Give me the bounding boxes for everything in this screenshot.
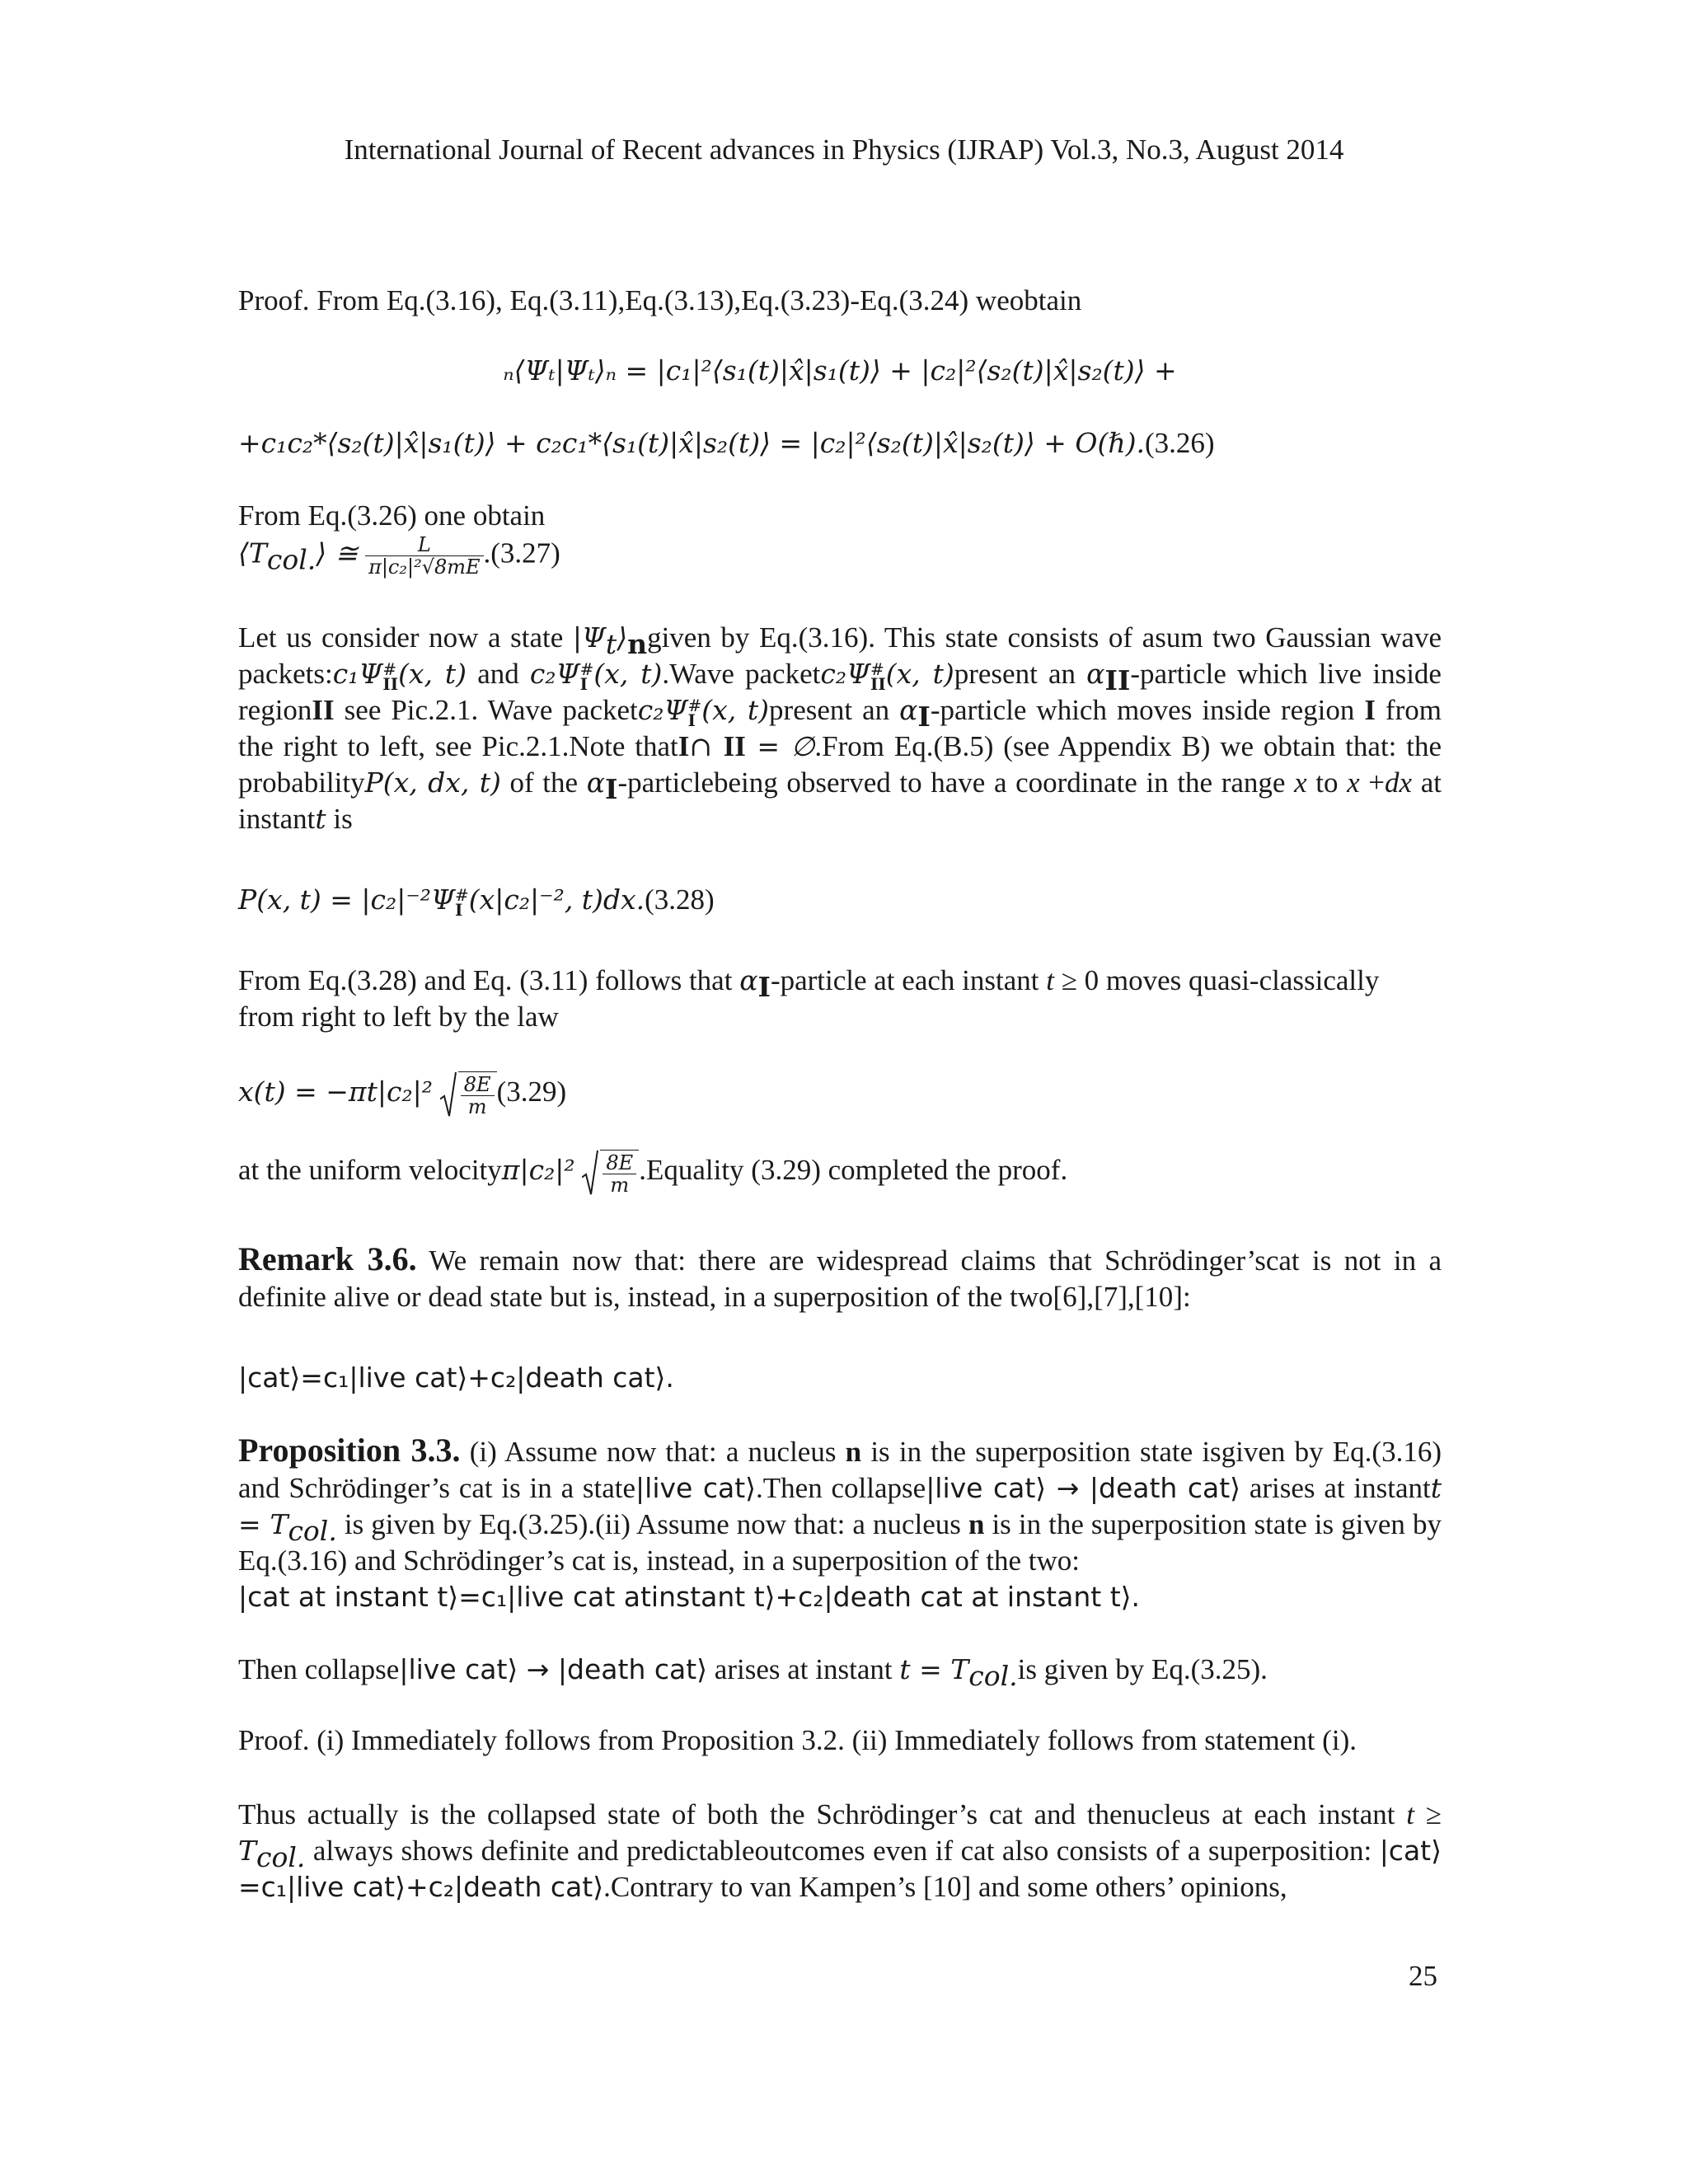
para1-segment: |Ψ: [572, 621, 606, 654]
para1-segment: t: [315, 803, 326, 835]
para1-segment: I: [917, 701, 931, 733]
para1-segment: -particle which live inside region: [238, 658, 1442, 726]
para1-segment: x: [1294, 766, 1307, 799]
para1-segment: present an: [769, 694, 900, 726]
fraction-3-27: $\frac{L}{\text{π|c₂|²√8mE}}$: [365, 534, 483, 578]
from-326-text: From Eq.(3.26) one obtain: [238, 499, 546, 532]
then-collapse-line: Then collapse|live cat⟩ → |death cat⟩ arises at instant $t = T_{col.}is$ given by Eq.(3.25).: [238, 1653, 1268, 1692]
uniform-velocity-line: at the uniform velocityπ|c₂|² $\frac{8E}{m}$ .Equality (3.29) completed the proof.: [238, 1151, 1068, 1197]
para1-segment: P(x, dx, t): [364, 766, 501, 799]
para1-segment: (x, t): [885, 658, 954, 690]
journal-header: International Journal of Recent advances in Physics (IJRAP) Vol.3, No.3, August 2014: [344, 134, 1344, 166]
para1-segment: α: [586, 766, 605, 799]
equation-3-26-line1: ₙ⟨Ψₜ|Ψₜ⟩ₙ = |c₁|²⟨s₁(t)|x̂|s₁(t)⟩ + |c₂|²⟨s₂(t)|x̂|s₂(t)⟩ +: [503, 354, 1177, 387]
para1-segment: -particlebeing observed to have a coordinate in the range: [617, 766, 1295, 799]
para1-segment: I: [1364, 694, 1376, 726]
para1-segment: .Wave packet: [662, 658, 821, 690]
equation-3-27: $⟨T_{col.}⟩$ ≅ $\frac{L}{\text{π|c₂|²√8mE}}$ .(3.27): [238, 533, 560, 579]
para1-segment: from the right to left, see Pic.2.1.Note that: [238, 694, 1442, 762]
para1-segment: I: [605, 773, 618, 805]
para1-segment: at instant: [238, 766, 1442, 835]
para1-segment: x: [1347, 766, 1360, 799]
para1-segment: II: [1104, 664, 1131, 696]
para1-segment: .From Eq.(B.5) (see Appendix B) we obtain that: the probability: [238, 730, 1442, 799]
cat-instant-equation: |cat at instant t⟩=c₁|live cat atinstant t⟩+c₂|death cat at instant t⟩.: [238, 1581, 1140, 1613]
para1-segment: (x, t): [593, 658, 663, 690]
sqrt-8e-over-m: $\frac{8E}{m}$: [440, 1071, 497, 1118]
para1-segment: (x, t): [398, 658, 467, 690]
paragraph-state-consideration: [238, 620, 1442, 837]
equation-3-28: P(x, t) = |c₂|⁻²Ψ # I (x|c₂|⁻², t)dx.(3.28): [238, 883, 715, 920]
proposition-3-3: Proposition 3.3. (i) Assume now that: a nucleus n is in the superposition state isgiven by Eq.(3.16) and Schrödinger’s cat is in a state|live cat⟩.Then collapse|live cat⟩ → |death cat⟩ arises at instantt = $T_{col.}$ is given by Eq.(3.25).(ii) Assume now that: a nucleus n is in the superposition state is given by Eq.(3.16) and Schrödinger’s cat is, instead, in a superposition of the two:: [238, 1432, 1442, 1577]
para1-segment: given by Eq.(3.16). This state consists of asum two Gaussian wave packets:: [238, 621, 1442, 690]
para1-segment: present an: [954, 658, 1087, 690]
para1-segment: ∩: [689, 730, 724, 762]
para1-segment: c₁Ψ: [332, 658, 383, 690]
para1-segment: c₂Ψ: [529, 658, 580, 690]
para1-segment: ⟩: [617, 621, 628, 654]
para1-segment: and: [467, 658, 530, 690]
page-number: 25: [1409, 1960, 1437, 1992]
paragraph-conclusion: Thus actually is the collapsed state of both the Schrödinger’s cat and thenucleus at each instant $t \ge T_{col.}$ always shows definite and predictableoutcomes even if cat also consists of a superposition: |cat⟩=c₁|live cat⟩+c₂|death cat⟩.Contrary to van Kampen’s [10] and some others’ opinions,: [238, 1798, 1442, 1903]
para1-segment: # II: [382, 658, 399, 694]
para1-segment: of the: [500, 766, 587, 799]
equation-3-26-line2: +c₁c₂*⟨s₂(t)|x̂|s₁(t)⟩ + c₂c₁*⟨s₁(t)|x̂|s₂(t)⟩ = |c₂|²⟨s₂(t)|x̂|s₂(t)⟩ + O(ℏ).(3.26): [238, 427, 1215, 459]
para1-segment: = ∅: [745, 730, 815, 762]
para1-segment: see Pic.2.1. Wave packet: [334, 694, 638, 726]
para1-segment: II: [723, 730, 746, 762]
para1-segment: α: [1086, 658, 1105, 690]
para1-segment: -particle which moves inside region: [930, 694, 1365, 726]
remark-3-6: Remark 3.6. We remain now that: there are widespread claims that Schrödinger’scat is not in a definite alive or dead state but is, instead, in a superposition of the two[6],[7],[10]:: [238, 1240, 1442, 1313]
para1-segment: n: [627, 628, 648, 660]
cat-superposition-equation: |cat⟩=c₁|live cat⟩+c₂|death cat⟩.: [238, 1361, 674, 1394]
para1-segment: II: [312, 694, 335, 726]
proof-two: Proof. (i) Immediately follows from Proposition 3.2. (ii) Immediately follows from statement (i).: [238, 1724, 1357, 1756]
para1-segment: I: [678, 730, 690, 762]
para1-segment: Let us consider now a state: [238, 621, 573, 654]
equation-3-29: x(t) = −πt|c₂|² $\frac{8E}{m}$ (3.29): [238, 1073, 567, 1118]
paragraph-quasi-classical: From Eq.(3.28) and Eq. (3.11) follows that $\alpha_I$-particle at each instant t ≥ 0 moves quasi-classically from right to left by the law: [238, 964, 1380, 1033]
para1-segment: c₂Ψ: [820, 658, 871, 690]
para1-segment: c₂Ψ: [637, 694, 688, 726]
sqrt-velocity: $\frac{8E}{m}$: [582, 1150, 639, 1196]
para1-segment: +: [1359, 766, 1386, 799]
proof-intro: Proof. From Eq.(3.16), Eq.(3.11),Eq.(3.13),Eq.(3.23)-Eq.(3.24) weobtain: [238, 284, 1082, 316]
para1-segment: # I: [579, 658, 594, 694]
para1-segment: t: [605, 628, 617, 660]
para1-segment: # I: [687, 695, 702, 730]
para1-segment: # II: [870, 658, 886, 694]
para1-segment: dx: [1385, 766, 1413, 799]
para1-segment: to: [1306, 766, 1348, 799]
para1-segment: α: [899, 694, 918, 726]
para1-segment: is: [326, 803, 353, 835]
para1-segment: (x, t): [701, 694, 770, 726]
